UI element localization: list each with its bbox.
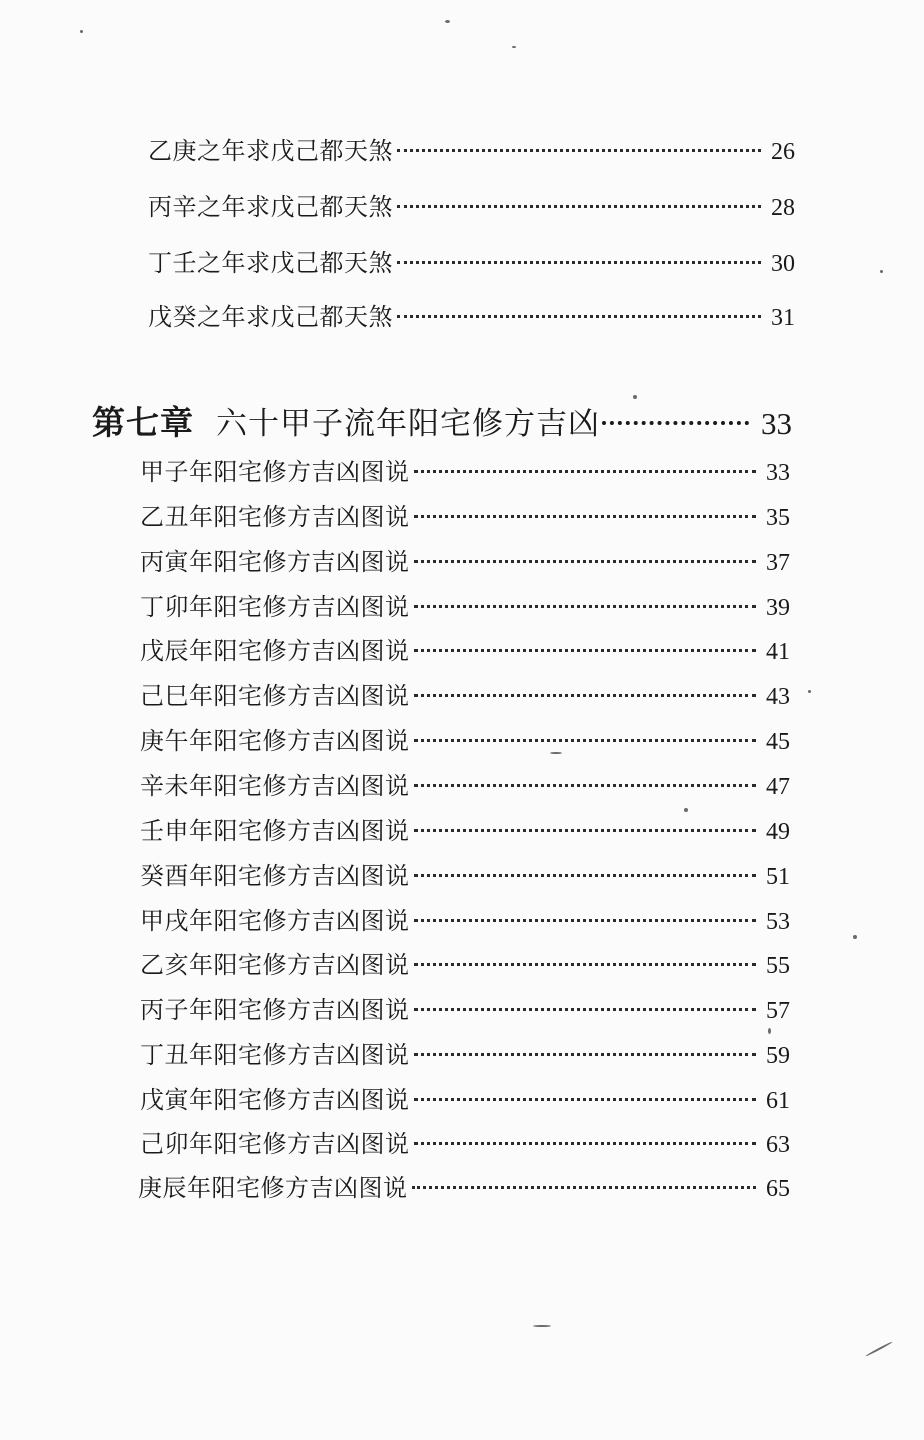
entry-page-number: 45 [766, 729, 790, 755]
entry-page-number: 30 [771, 251, 795, 277]
entry-page-number: 57 [766, 998, 790, 1024]
entry-page-number: 59 [766, 1043, 790, 1069]
entry-title: 丙辛之年求戊己都天煞 [148, 193, 393, 221]
dot-leader [414, 560, 757, 563]
dot-leader [414, 963, 757, 966]
entry-title: 丁壬之年求戊己都天煞 [148, 249, 393, 277]
chapter-page-number: 33 [761, 406, 792, 441]
entry-title: 丁卯年阳宅修方吉凶图说 [140, 593, 410, 621]
dot-leader [397, 205, 761, 208]
entry-title: 戊寅年阳宅修方吉凶图说 [140, 1086, 410, 1114]
dot-leader [414, 1053, 757, 1056]
entry-title: 癸酉年阳宅修方吉凶图说 [140, 862, 410, 890]
scan-speck [533, 1325, 551, 1327]
toc-entry [140, 766, 798, 801]
toc-entry [140, 631, 798, 666]
dot-leader [412, 1186, 757, 1189]
dot-leader [414, 1098, 757, 1101]
entry-title: 甲戌年阳宅修方吉凶图说 [140, 907, 410, 935]
entry-title: 己巳年阳宅修方吉凶图说 [140, 682, 410, 710]
dot-leader [414, 694, 757, 697]
toc-entry [140, 901, 798, 936]
scan-speck [853, 935, 857, 939]
toc-entry [148, 187, 803, 222]
toc-entry [140, 1080, 798, 1115]
entry-page-number: 61 [766, 1088, 790, 1114]
entry-title: 戊辰年阳宅修方吉凶图说 [140, 637, 410, 665]
dot-leader [414, 919, 757, 922]
dot-leader [414, 784, 757, 787]
chapter-title: 六十甲子流年阳宅修方吉凶 [216, 406, 600, 442]
chapter-heading [92, 397, 792, 444]
toc-entry [140, 587, 798, 622]
entry-page-number: 41 [766, 639, 790, 665]
toc-entry [140, 811, 798, 846]
entry-title: 乙亥年阳宅修方吉凶图说 [140, 951, 410, 979]
entry-title: 庚午年阳宅修方吉凶图说 [140, 727, 410, 755]
entry-page-number: 65 [766, 1176, 790, 1202]
entry-title: 壬申年阳宅修方吉凶图说 [140, 817, 410, 845]
dot-leader [414, 829, 757, 832]
scan-speck [512, 46, 516, 48]
toc-entry [148, 297, 803, 332]
entry-title: 庚辰年阳宅修方吉凶图说 [138, 1174, 408, 1202]
toc-entry [140, 676, 798, 711]
dot-leader [414, 515, 757, 518]
entry-page-number: 33 [766, 460, 790, 486]
scan-speck [80, 30, 83, 33]
dot-leader [602, 421, 749, 425]
entry-title: 丁丑年阳宅修方吉凶图说 [140, 1041, 410, 1069]
entry-page-number: 26 [771, 139, 795, 165]
scan-speck [445, 20, 450, 23]
entry-title: 丙寅年阳宅修方吉凶图说 [140, 548, 410, 576]
dot-leader [397, 149, 761, 152]
toc-entry [148, 243, 803, 278]
scan-speck [768, 1028, 771, 1034]
dot-leader [397, 261, 761, 264]
scan-speck [865, 1341, 892, 1357]
entry-title: 乙庚之年求戊己都天煞 [148, 137, 393, 165]
entry-page-number: 43 [766, 684, 790, 710]
toc-entry [138, 1168, 798, 1203]
dot-leader [414, 649, 757, 652]
toc-entry [140, 721, 798, 756]
entry-page-number: 35 [766, 505, 790, 531]
toc-entry [140, 990, 798, 1025]
entry-page-number: 47 [766, 774, 790, 800]
entry-title: 辛未年阳宅修方吉凶图说 [140, 772, 410, 800]
toc-entry [140, 542, 798, 577]
dot-leader [397, 315, 761, 318]
dot-leader [414, 874, 757, 877]
entry-title: 丙子年阳宅修方吉凶图说 [140, 996, 410, 1024]
chapter-label: 第七章 [92, 403, 194, 442]
entry-page-number: 28 [771, 195, 795, 221]
entry-page-number: 37 [766, 550, 790, 576]
entry-title: 戊癸之年求戊己都天煞 [148, 303, 393, 331]
dot-leader [414, 605, 757, 608]
dot-leader [414, 739, 757, 742]
entry-page-number: 51 [766, 864, 790, 890]
dot-leader [414, 470, 757, 473]
dot-leader [414, 1142, 757, 1145]
dot-leader [414, 1008, 757, 1011]
entry-page-number: 63 [766, 1132, 790, 1158]
toc-entry [140, 856, 798, 891]
entry-title: 乙丑年阳宅修方吉凶图说 [140, 503, 410, 531]
entry-page-number: 53 [766, 909, 790, 935]
entry-title: 己卯年阳宅修方吉凶图说 [140, 1130, 410, 1158]
entry-page-number: 31 [771, 305, 795, 331]
toc-entry [140, 1035, 798, 1070]
toc-entry [140, 1124, 798, 1159]
scan-speck [808, 690, 811, 693]
toc-entry [148, 131, 803, 166]
entry-page-number: 39 [766, 595, 790, 621]
toc-entry [140, 945, 798, 980]
toc-entry [140, 497, 798, 532]
entry-page-number: 55 [766, 953, 790, 979]
entry-page-number: 49 [766, 819, 790, 845]
toc-entry [140, 452, 798, 487]
scan-speck [880, 270, 883, 273]
entry-title: 甲子年阳宅修方吉凶图说 [140, 458, 410, 486]
